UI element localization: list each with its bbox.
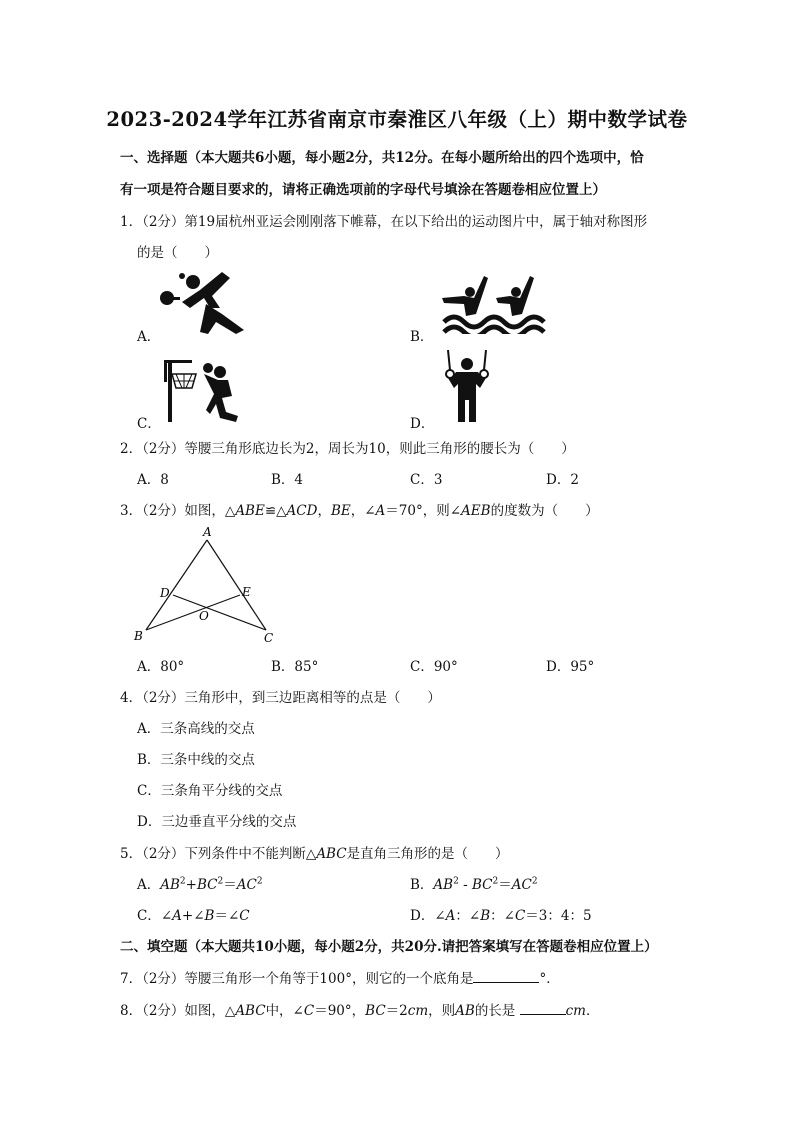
table-tennis-icon bbox=[160, 268, 250, 334]
q2-option-c: C．3 bbox=[410, 472, 443, 488]
q5-option-c: C．∠A+∠B＝∠C bbox=[137, 908, 250, 924]
answer-blank[interactable] bbox=[473, 968, 539, 983]
label-B: B bbox=[134, 629, 143, 643]
q4-option-b: B．三条中线的交点 bbox=[137, 752, 255, 768]
q3-option-b: B．85° bbox=[271, 659, 319, 675]
q2-option-b: B．4 bbox=[271, 472, 304, 488]
q5-option-a: A．$AB^2+BC^2=AC^2$ bbox=[137, 876, 263, 893]
section-2-heading: 二、填空题（本大题共10小题，每小题2分，共20分.请把答案填写在答题卷相应位置上） bbox=[120, 939, 658, 955]
q4-option-d: D．三边垂直平分线的交点 bbox=[137, 814, 297, 830]
q4-option-a: A．三条高线的交点 bbox=[137, 721, 255, 737]
page-title: 2023-2024学年江苏省南京市秦淮区八年级（上）期中数学试卷 bbox=[106, 108, 688, 131]
label-E: E bbox=[242, 585, 251, 599]
q2-option-d: D．2 bbox=[546, 472, 579, 488]
question-1-line1: 1．（2分）第19届杭州亚运会刚刚落下帷幕，在以下给出的运动图片中，属于轴对称图形 bbox=[120, 214, 648, 230]
q3-option-d: D．95° bbox=[546, 659, 595, 675]
question-8: 8．（2分）如图，△ABC中，∠C＝90°，BC＝2cm，则AB的长是 cm． bbox=[120, 999, 599, 1019]
section-1-heading-line2: 有一项是符合题目要求的，请将正确选项前的字母代号填涂在答题卷相应位置上） bbox=[120, 182, 606, 198]
answer-blank[interactable] bbox=[520, 1000, 566, 1015]
q1-option-d-label: D． bbox=[410, 416, 435, 432]
q2-option-a: A．8 bbox=[137, 472, 169, 488]
q4-option-c: C．三条角平分线的交点 bbox=[137, 783, 283, 799]
question-3: 3．（2分）如图，△ABE≌△ACD，BE，∠A＝70°，则∠AEB的度数为（ ） bbox=[120, 503, 599, 519]
q1-option-b-label: B． bbox=[410, 329, 434, 345]
synchronized-swimming-icon bbox=[440, 270, 552, 334]
basketball-icon bbox=[160, 358, 244, 424]
question-4: 4．（2分）三角形中，到三边距离相等的点是（ ） bbox=[120, 690, 441, 706]
question-5: 5．（2分）下列条件中不能判断△ABC是直角三角形的是（ ） bbox=[120, 846, 509, 862]
triangle-figure bbox=[130, 522, 280, 650]
q3-option-a: A．80° bbox=[137, 659, 185, 675]
q1-option-a-label: A． bbox=[137, 329, 161, 345]
label-C: C bbox=[264, 631, 274, 645]
question-7: 7．（2分）等腰三角形一个角等于100°，则它的一个底角是 °． bbox=[120, 967, 560, 987]
label-O: O bbox=[199, 609, 209, 623]
section-1-heading-line1: 一、选择题（本大题共6小题，每小题2分，共12分。在每小题所给出的四个选项中，恰 bbox=[120, 150, 644, 166]
label-A: A bbox=[203, 525, 212, 539]
question-2: 2．（2分）等腰三角形底边长为2，周长为10，则此三角形的腰长为（ ） bbox=[120, 441, 575, 457]
gymnastics-rings-icon bbox=[438, 350, 498, 424]
question-1-line2: 的是（ ） bbox=[137, 245, 218, 261]
q5-option-d: D．∠A：∠B：∠C＝3：4：5 bbox=[410, 908, 592, 924]
q3-option-c: C．90° bbox=[410, 659, 458, 675]
q5-option-b: B．$AB^2 - BC^2=AC^2$ bbox=[410, 876, 538, 893]
q1-option-c-label: C． bbox=[137, 416, 161, 432]
label-D: D bbox=[160, 586, 170, 600]
